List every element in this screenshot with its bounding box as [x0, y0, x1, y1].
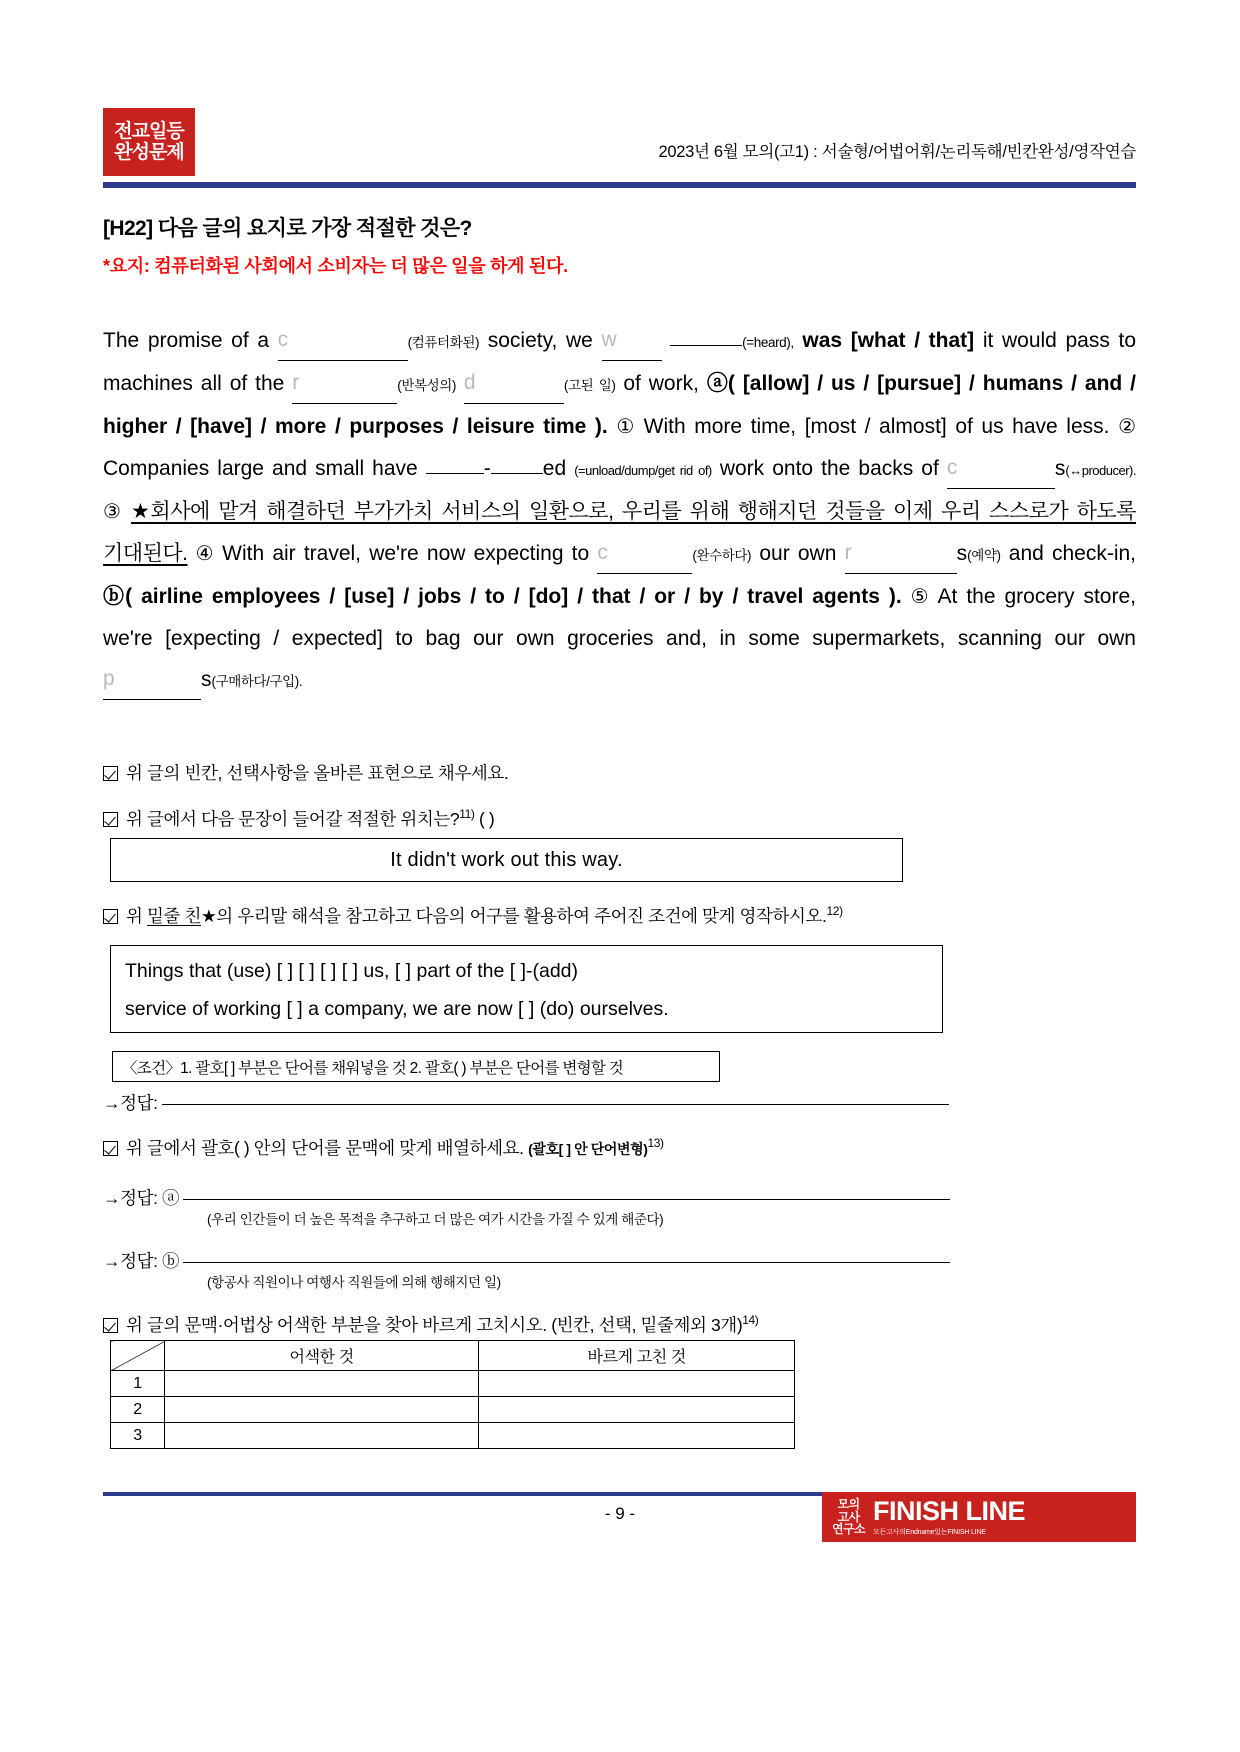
header-divider [103, 182, 1136, 188]
blank-repetitive[interactable]: r [292, 362, 397, 404]
page-header [103, 100, 1136, 192]
passage-seg-3: it would pass to machines all of the [103, 329, 1137, 395]
blank-complete[interactable]: c [597, 532, 692, 574]
passage-choice-what-that: was [what / that] [802, 329, 975, 352]
blank-unloaded-part1[interactable] [426, 473, 484, 474]
error-correction-table [110, 1340, 795, 1449]
passage-seg-5: With more time, [most / almost] of us have less. [643, 415, 1110, 438]
blank-unloaded-part2[interactable] [491, 473, 543, 474]
insert-point-5: ⑤ [910, 586, 930, 608]
star-symbol: ★ [130, 500, 151, 523]
brand-name: FINISH LINE [872, 1495, 1025, 1526]
logo-line-2: 완성문제 [114, 142, 184, 163]
answer-line-composition [103, 1090, 949, 1115]
row-number: 1 [111, 1371, 165, 1397]
checkbox-icon[interactable] [103, 909, 118, 924]
page-number: - 9 - [604, 1504, 636, 1523]
checkbox-icon[interactable] [103, 766, 118, 781]
cell-correct[interactable] [479, 1397, 795, 1423]
footnote-11: 11) [459, 807, 475, 822]
task-5-label: 위 글의 문맥·어법상 어색한 부분을 찾아 바르게 고치시오. (빈칸, 선택, 밑줄제외 3개) [126, 1315, 743, 1335]
blank-drudgery[interactable]: d [464, 362, 564, 404]
gloss-heard: (=heard), [742, 335, 794, 350]
brand-left-line-3: 연구소 [832, 1522, 865, 1537]
table-row [111, 1423, 795, 1449]
brand-tagline: 모든고사의Endname있는FINISH LINE [872, 1528, 986, 1536]
task-composition [103, 903, 843, 928]
blank-computerized[interactable]: c [278, 319, 408, 361]
passage-seg-8: With air travel, we're now expecting to [222, 542, 590, 565]
insert-point-4: ④ [195, 543, 214, 565]
insert-point-3: ③ [103, 501, 123, 523]
task-arrange-words [103, 1135, 664, 1160]
answer-b-rule[interactable] [183, 1262, 950, 1263]
brand-right-text [872, 1495, 1025, 1537]
insert-point-2: ② [1118, 416, 1137, 438]
task-find-errors [103, 1312, 758, 1337]
table-corner-cell [111, 1341, 165, 1371]
gloss-repetitive: (반복성의) [397, 378, 456, 393]
publisher-logo [103, 108, 195, 176]
passage-seg-9: our own [759, 542, 837, 565]
answer-line-b [103, 1248, 950, 1273]
gloss-complete: (완수하다) [692, 548, 752, 563]
task-insert-sentence [103, 806, 494, 831]
gloss-purchase: (구매하다/구입). [211, 674, 303, 689]
answer-a-rule[interactable] [183, 1199, 950, 1200]
checkbox-icon[interactable] [103, 812, 118, 827]
row-number: 3 [111, 1423, 165, 1449]
choice-group-a: ( [allow] / us / [pursue] / humans / and / higher / [have] / more / purposes / leisure time ). [103, 372, 1136, 438]
passage-ed: ed [542, 457, 567, 480]
table-header-wrong: 어색한 것 [164, 1341, 479, 1371]
answer-a-hint: (우리 인간들이 더 높은 목적을 추구하고 더 많은 여가 시간을 가질 수 있게 해준다) [207, 1212, 664, 1227]
answer-write-rule[interactable] [162, 1104, 949, 1105]
passage-plural-s-2: s [956, 542, 968, 565]
passage-seg-4: of work, [623, 372, 699, 395]
passage-seg-11: At the grocery store, we're [expecting / expected] to bag our own groceries and, in some supermarkets, scanning our own [103, 585, 1136, 650]
composition-box[interactable] [110, 945, 943, 1033]
brand-badge [822, 1492, 1136, 1542]
choice-group-b: ( airline employees / [use] / jobs / to / [do] / that / or / by / travel agents ). [125, 585, 902, 608]
task-fill-blanks [103, 760, 508, 785]
brand-left-line-2: 고사 [837, 1509, 860, 1524]
answer-a-label: →정답: ⓐ [103, 1188, 180, 1208]
task-2-label: 위 글에서 다음 문장이 들어갈 적절한 위치는? [126, 809, 460, 829]
task-3-underlined-word: 밑줄 친 [146, 906, 201, 926]
gloss-reservation: (예약) [967, 548, 1001, 563]
passage-plural-s-3: s [201, 668, 212, 691]
condition-text: 〈조건〉1. 괄호[ ] 부분은 단어를 채워넣을 것 2. 괄호( ) 부분은 단어를 변형할 것 [122, 1059, 624, 1077]
passage-seg-10: and check-in, [1008, 542, 1137, 565]
cell-wrong[interactable] [164, 1371, 479, 1397]
gloss-drudgery: (고된 일) [563, 378, 616, 393]
answer-label: →정답: [103, 1093, 158, 1113]
logo-line-1: 전교일등 [114, 120, 184, 142]
passage-plural-s-1: s [1054, 457, 1066, 480]
gloss-producer: (↔producer). [1065, 463, 1136, 478]
row-number: 2 [111, 1397, 165, 1423]
task-1-label: 위 글의 빈칸, 선택사항을 올바른 표현으로 채우세요. [126, 763, 509, 783]
composition-line-2: service of working [ ] a company, we are now [ ] (do) ourselves. [125, 998, 669, 1020]
insert-sentence-box [110, 838, 903, 882]
table-row [111, 1371, 795, 1397]
checkbox-icon[interactable] [103, 1318, 118, 1333]
korean-translation-star: 회사에 맡겨 해결하던 부가가치 서비스의 일환으로, 우리를 위해 행해지던 것들을 이제 우리 스스로가 하도록 기대된다. [103, 500, 1136, 565]
blank-purchase[interactable]: p [103, 658, 201, 700]
footnote-13: 13) [647, 1136, 664, 1151]
blank-consumer[interactable]: c [947, 447, 1055, 489]
passage-seg-6: Companies large and small have [103, 457, 418, 480]
footnote-14: 14) [742, 1313, 759, 1328]
blank-told[interactable] [670, 345, 742, 346]
brand-left-line-1: 모의 [837, 1497, 860, 1512]
table-row [111, 1397, 795, 1423]
reading-passage [103, 320, 1136, 702]
brand-left-text [832, 1498, 865, 1536]
marker-b: ⓑ [103, 585, 126, 608]
blank-were[interactable]: w [602, 319, 662, 361]
insert-point-1: ① [616, 416, 636, 438]
passage-seg-7: work onto the backs of [719, 457, 939, 480]
task-2-answer-slot[interactable]: ( ) [478, 809, 495, 829]
task-3-label-a: 위 [126, 906, 143, 926]
marker-a: ⓐ [706, 372, 728, 395]
condition-box [112, 1051, 720, 1082]
cell-correct[interactable] [479, 1423, 795, 1449]
cell-wrong[interactable] [164, 1423, 479, 1449]
task-4-label: 위 글에서 괄호( ) 안의 단어를 문맥에 맞게 배열하세요. [126, 1138, 524, 1158]
cell-correct[interactable] [479, 1371, 795, 1397]
table-header-correct: 바르게 고친 것 [479, 1341, 795, 1371]
answer-line-a [103, 1185, 950, 1210]
task-4-note: (괄호[ ] 안 단어변형) [528, 1141, 648, 1157]
page-title: [H22] 다음 글의 요지로 가장 적절한 것은? [103, 217, 472, 240]
insert-sentence-text: It didn't work out this way. [390, 848, 623, 871]
checkbox-icon[interactable] [103, 1141, 118, 1156]
passage-seg-1: The promise of a [103, 329, 270, 352]
footnote-12: 12) [826, 904, 843, 919]
question-subtitle: *요지: 컴퓨터화된 사회에서 소비자는 더 많은 일을 하게 된다. [103, 256, 568, 276]
header-title: 2023년 6월 모의(고1) : 서술형/어법어휘/논리독해/빈칸완성/영작연습 [658, 143, 1136, 161]
gloss-computerized: (컴퓨터화된) [407, 335, 480, 350]
gloss-unload: (=unload/dump/get rid of) [574, 463, 712, 478]
task-3-label-b: ★의 우리말 해석을 참고하고 다음의 어구를 활용하여 주어진 조건에 맞게 영작하시오. [200, 906, 827, 926]
composition-line-1: Things that (use) [ ] [ ] [ ] [ ] us, [ ] part of the [ ]-(add) [125, 960, 579, 982]
table-header-row [111, 1341, 795, 1371]
blank-reservation[interactable]: r [845, 532, 957, 574]
passage-dash: - [483, 457, 491, 480]
cell-wrong[interactable] [164, 1397, 479, 1423]
passage-seg-2: society, we [487, 329, 593, 352]
answer-b-hint: (항공사 직원이나 여행사 직원들에 의해 행해지던 일) [207, 1275, 501, 1290]
answer-b-label: →정답: ⓑ [103, 1251, 180, 1271]
